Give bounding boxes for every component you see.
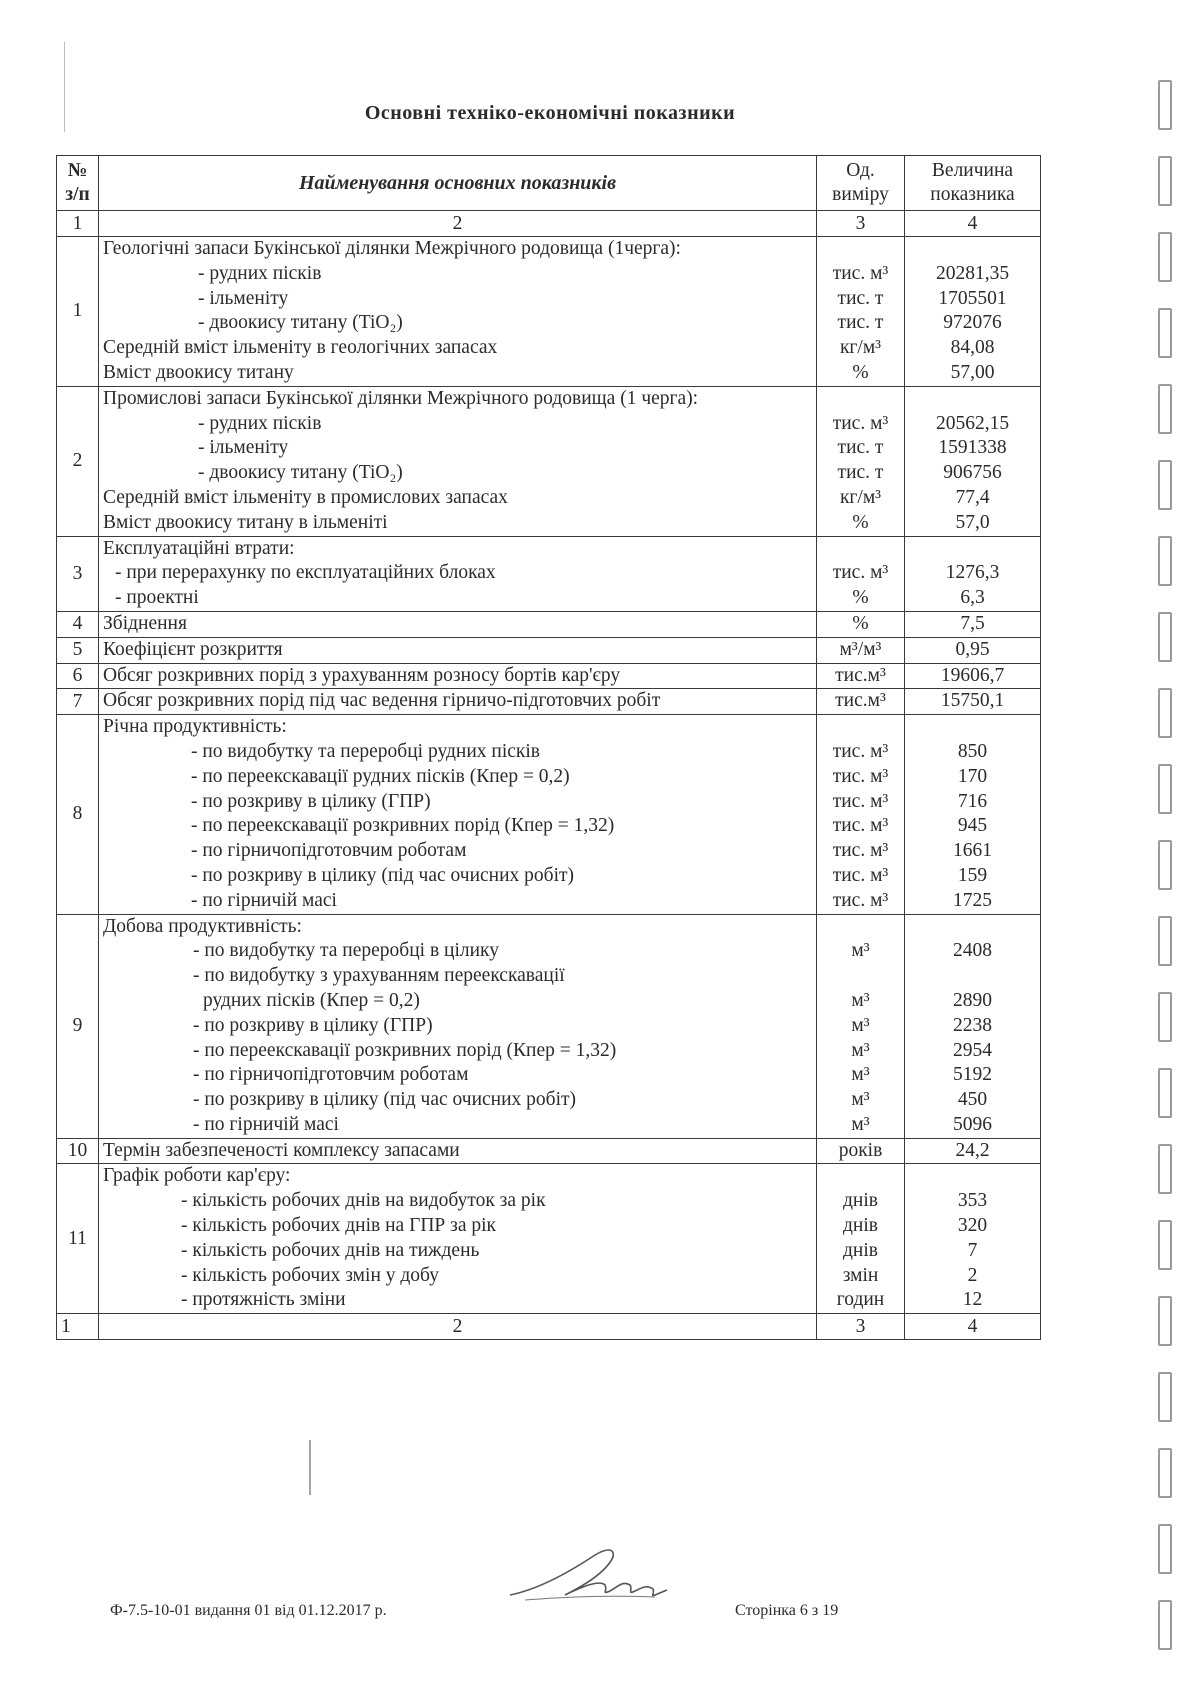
header-value: Величина показника	[905, 156, 1041, 211]
value-line: 5192	[953, 1064, 992, 1086]
value-line	[909, 237, 1036, 262]
value-cell	[905, 637, 1041, 663]
indicator-line: Графік роботи кар'єру:	[103, 1165, 291, 1187]
row-number: 1	[57, 237, 99, 387]
table-row	[57, 536, 1041, 611]
indicator-line: Коефіцієнт розкриття	[103, 638, 283, 660]
table-row	[57, 715, 1041, 914]
indicator-line: - по гірничопідготовчим роботам	[193, 1064, 469, 1086]
table-row	[57, 689, 1041, 715]
value-line: 77,4	[955, 486, 990, 508]
indicator-name	[99, 637, 817, 663]
indicator-name	[99, 914, 817, 1138]
value-line: 2238	[953, 1014, 992, 1036]
table-row	[57, 611, 1041, 637]
unit-line	[821, 715, 900, 740]
unit-line	[821, 915, 900, 940]
indicator-line: - по розкриву в цілику (під час очисних робіт)	[191, 864, 575, 886]
value-line: 0,95	[955, 638, 990, 660]
binder-hole-mark	[1158, 1220, 1172, 1270]
unit-cell	[817, 611, 905, 637]
binder-hole-mark	[1158, 992, 1172, 1042]
value-line	[909, 964, 1036, 989]
indicator-name	[99, 536, 817, 611]
row-number: 5	[57, 637, 99, 663]
indicator-line: - проектні	[115, 587, 199, 609]
unit-line: тис. м³	[832, 864, 889, 886]
column-number: 2	[99, 1314, 817, 1340]
unit-line: тис. м³	[832, 765, 889, 787]
row-number: 4	[57, 611, 99, 637]
value-line: 24,2	[955, 1139, 990, 1161]
unit-cell	[817, 715, 905, 914]
indicator-line: Обсяг розкривних порід під час ведення гірничо-підготовчих робіт	[103, 690, 661, 712]
table-row	[57, 1164, 1041, 1314]
value-line	[909, 387, 1036, 412]
indicator-line: - по переекскавації розкривних порід (Кпер = 1,32)	[193, 1039, 617, 1061]
unit-cell	[817, 237, 905, 387]
binder-hole-mark	[1158, 384, 1172, 434]
value-line: 20562,15	[935, 412, 1010, 434]
indicator-line: - по переекскавації розкривних порід (Кпер = 1,32)	[191, 815, 615, 837]
row-number: 10	[57, 1138, 99, 1164]
indicator-line: Вміст двоокису титану	[103, 361, 294, 383]
indicator-line: Збіднення	[103, 612, 187, 634]
indicator-name	[99, 237, 817, 387]
value-line: 906756	[943, 462, 1002, 484]
value-line: 7,5	[960, 612, 985, 634]
indicator-line: Експлуатаційні втрати:	[103, 537, 295, 559]
indicator-line: - кількість робочих змін у добу	[181, 1264, 439, 1286]
binder-hole-mark	[1158, 460, 1172, 510]
unit-line: тис. м³	[832, 562, 889, 584]
unit-line: тис. м³	[832, 815, 889, 837]
indicator-name	[99, 689, 817, 715]
value-line: 1725	[953, 889, 992, 911]
value-cell	[905, 536, 1041, 611]
unit-line: тис. т	[837, 437, 884, 459]
table-row	[57, 914, 1041, 1138]
indicator-line: - по видобутку та переробці рудних пісків	[191, 740, 540, 762]
unit-line: м³	[851, 1064, 870, 1086]
indicator-line: - двоокису титану (TiO₂)	[198, 312, 403, 334]
indicator-line: - по гірничій масі	[191, 889, 337, 911]
value-line: 2408	[953, 940, 992, 962]
value-line: 12	[962, 1289, 983, 1311]
binder-hole-mark	[1158, 1296, 1172, 1346]
page-number: Сторінка 6 з 19	[735, 1602, 839, 1619]
value-line: 5096	[953, 1113, 992, 1135]
unit-cell	[817, 914, 905, 1138]
row-number: 7	[57, 689, 99, 715]
table-header-row	[57, 156, 1041, 211]
indicator-line: Обсяг розкривних порід з урахуванням розносу бортів кар'єру	[103, 664, 621, 686]
unit-line: днів	[843, 1215, 878, 1237]
value-line: 716	[957, 790, 988, 812]
unit-cell	[817, 1138, 905, 1164]
unit-line: тис. м³	[832, 740, 889, 762]
unit-line	[821, 237, 900, 262]
indicator-line: - по переекскавації рудних пісків (Кпер = 0,2)	[191, 765, 570, 787]
value-line: 6,3	[960, 587, 985, 609]
unit-line	[821, 964, 900, 989]
column-number: 3	[817, 211, 905, 237]
unit-line: тис. т	[837, 462, 884, 484]
unit-line: тис. м³	[832, 412, 889, 434]
indicator-line: рудних пісків (Кпер = 0,2)	[203, 989, 420, 1011]
unit-line: м³	[851, 1039, 870, 1061]
unit-cell	[817, 637, 905, 663]
scan-artifact	[300, 1440, 320, 1500]
indicator-line: Термін забезпеченості комплексу запасами	[103, 1139, 460, 1161]
table-row	[57, 1138, 1041, 1164]
unit-cell	[817, 663, 905, 689]
value-line: 1661	[953, 840, 992, 862]
value-line: 320	[957, 1215, 988, 1237]
value-cell	[905, 237, 1041, 387]
value-line: 2890	[953, 989, 992, 1011]
value-cell	[905, 715, 1041, 914]
unit-line: %	[852, 361, 869, 383]
value-line: 84,08	[950, 337, 995, 359]
value-cell	[905, 663, 1041, 689]
value-line: 972076	[943, 312, 1002, 334]
value-line: 7	[967, 1239, 978, 1261]
unit-line	[821, 537, 900, 562]
column-number: 2	[99, 211, 817, 237]
value-line: 57,0	[955, 511, 990, 533]
column-number: 1	[57, 211, 99, 237]
indicator-line: Річна продуктивність:	[103, 716, 287, 738]
value-line: 57,00	[950, 361, 995, 383]
binder-hole-mark	[1158, 688, 1172, 738]
unit-line: змін	[842, 1264, 879, 1286]
value-line: 15750,1	[940, 690, 1005, 712]
value-line: 170	[957, 765, 988, 787]
indicator-line: - по розкриву в цілику (ГПР)	[193, 1014, 433, 1036]
indicator-line: - кількість робочих днів на видобуток за рік	[181, 1190, 546, 1212]
indicator-line: - ільменіту	[198, 437, 289, 459]
unit-line: днів	[843, 1190, 878, 1212]
unit-cell	[817, 536, 905, 611]
binder-hole-mark	[1158, 1600, 1172, 1650]
column-number-row	[57, 211, 1041, 237]
form-code: Ф-7.5-10-01 видання 01 від 01.12.2017 р.	[110, 1602, 387, 1619]
row-number: 9	[57, 914, 99, 1138]
value-line: 20281,35	[935, 262, 1010, 284]
value-cell	[905, 1164, 1041, 1314]
indicator-line: - при перерахунку по експлуатаційних блоках	[115, 562, 496, 584]
indicator-line: - протяжність зміни	[181, 1289, 346, 1311]
value-cell	[905, 386, 1041, 536]
value-line: 2954	[953, 1039, 992, 1061]
value-cell	[905, 611, 1041, 637]
value-line	[909, 715, 1036, 740]
column-number: 4	[905, 1314, 1041, 1340]
unit-line: %	[852, 511, 869, 533]
table-body	[57, 237, 1041, 1314]
value-line: 353	[957, 1190, 988, 1212]
indicator-line: - по розкриву в цілику (ГПР)	[191, 790, 431, 812]
value-line: 2	[967, 1264, 978, 1286]
indicator-line: - по гірничій масі	[193, 1113, 339, 1135]
unit-line: кг/м³	[839, 337, 882, 359]
table-row	[57, 637, 1041, 663]
indicator-line: - рудних пісків	[198, 412, 322, 434]
unit-line: тис. м³	[832, 840, 889, 862]
indicator-name	[99, 1138, 817, 1164]
binder-hole-mark	[1158, 840, 1172, 890]
unit-line: тис. м³	[832, 262, 889, 284]
unit-line: тис.м³	[835, 690, 886, 712]
indicator-name	[99, 386, 817, 536]
table-row	[57, 386, 1041, 536]
value-cell	[905, 914, 1041, 1138]
value-line: 945	[957, 815, 988, 837]
indicator-name	[99, 663, 817, 689]
value-cell	[905, 1138, 1041, 1164]
unit-line: тис. т	[837, 287, 884, 309]
signature-image	[505, 1545, 675, 1605]
indicator-line: Промислові запаси Букінської ділянки Межрічного родовища (1 черга):	[103, 387, 699, 409]
value-line: 159	[957, 864, 988, 886]
binder-hole-mark	[1158, 1372, 1172, 1422]
unit-line: кг/м³	[839, 486, 882, 508]
indicator-line: - рудних пісків	[198, 262, 322, 284]
value-line	[909, 915, 1036, 940]
row-number: 8	[57, 715, 99, 914]
indicator-line: Вміст двоокису титану в ільменіті	[103, 511, 388, 533]
unit-line: м³	[851, 1014, 870, 1036]
binder-hole-mark	[1158, 308, 1172, 358]
value-line: 1276,3	[945, 562, 1000, 584]
unit-line: %	[852, 587, 869, 609]
indicator-name	[99, 715, 817, 914]
value-cell	[905, 689, 1041, 715]
indicator-line: Середній вміст ільменіту в промислових запасах	[103, 486, 508, 508]
value-line: 1591338	[938, 437, 1007, 459]
row-number: 6	[57, 663, 99, 689]
indicator-name	[99, 611, 817, 637]
binder-hole-mark	[1158, 612, 1172, 662]
binder-hole-mark	[1158, 232, 1172, 282]
unit-cell	[817, 1164, 905, 1314]
indicator-line: Геологічні запаси Букінської ділянки Межрічного родовища (1черга):	[103, 238, 681, 259]
column-number: 1	[57, 1314, 99, 1340]
row-number: 2	[57, 386, 99, 536]
indicator-line: - по розкриву в цілику (під час очисних робіт)	[193, 1089, 577, 1111]
unit-line: тис. м³	[832, 889, 889, 911]
unit-line: тис. м³	[832, 790, 889, 812]
indicator-line: - кількість робочих днів на ГПР за рік	[181, 1215, 497, 1237]
indicator-line: - двоокису титану (TiO₂)	[198, 462, 403, 484]
column-number: 3	[817, 1314, 905, 1340]
unit-line: років	[838, 1139, 883, 1161]
unit-line: м³	[851, 1089, 870, 1111]
indicator-line: Добова продуктивність:	[103, 915, 302, 937]
indicator-line: - кількість робочих днів на тиждень	[181, 1239, 480, 1261]
unit-cell	[817, 386, 905, 536]
page-title: Основні техніко-економічні показники	[364, 102, 736, 124]
unit-line: днів	[843, 1239, 878, 1261]
binder-hole-mark	[1158, 1524, 1172, 1574]
table-row	[57, 237, 1041, 387]
column-number-row-bottom	[57, 1314, 1041, 1340]
unit-line: годин	[836, 1289, 885, 1311]
header-unit: Од. виміру	[817, 156, 905, 211]
unit-line	[821, 1164, 900, 1189]
indicator-line: - ільменіту	[198, 287, 289, 309]
binder-hole-mark	[1158, 1068, 1172, 1118]
column-number: 4	[905, 211, 1041, 237]
unit-cell	[817, 689, 905, 715]
row-number: 3	[57, 536, 99, 611]
unit-line: м³	[851, 940, 870, 962]
row-number: 11	[57, 1164, 99, 1314]
binder-hole-mark	[1158, 1448, 1172, 1498]
binder-edge	[1120, 0, 1190, 1683]
header-number: № з/п	[57, 156, 99, 211]
binder-hole-mark	[1158, 80, 1172, 130]
value-line: 1705501	[938, 287, 1007, 309]
indicators-table	[56, 155, 1041, 1340]
unit-line: м³	[851, 989, 870, 1011]
unit-line: тис. т	[837, 312, 884, 334]
binder-hole-mark	[1158, 916, 1172, 966]
binder-hole-mark	[1158, 764, 1172, 814]
value-line	[909, 537, 1036, 562]
value-line	[909, 1164, 1036, 1189]
unit-line: %	[852, 612, 869, 634]
value-line: 850	[957, 740, 988, 762]
binder-hole-mark	[1158, 156, 1172, 206]
indicator-line: Середній вміст ільменіту в геологічних запасах	[103, 337, 498, 359]
indicator-name	[99, 1164, 817, 1314]
unit-line: м³/м³	[839, 638, 882, 660]
binder-hole-mark	[1158, 536, 1172, 586]
unit-line: тис.м³	[835, 664, 886, 686]
header-name: Найменування основних показників	[99, 156, 817, 211]
table-row	[57, 663, 1041, 689]
binder-hole-mark	[1158, 1144, 1172, 1194]
value-line: 19606,7	[940, 664, 1005, 686]
unit-line: м³	[851, 1113, 870, 1135]
indicator-line: - по гірничопідготовчим роботам	[191, 840, 467, 862]
unit-line	[821, 387, 900, 412]
indicator-line: - по видобутку та переробці в цілику	[193, 940, 500, 962]
value-line: 450	[957, 1089, 988, 1111]
indicator-line: - по видобутку з урахуванням переекскавації	[193, 965, 565, 987]
